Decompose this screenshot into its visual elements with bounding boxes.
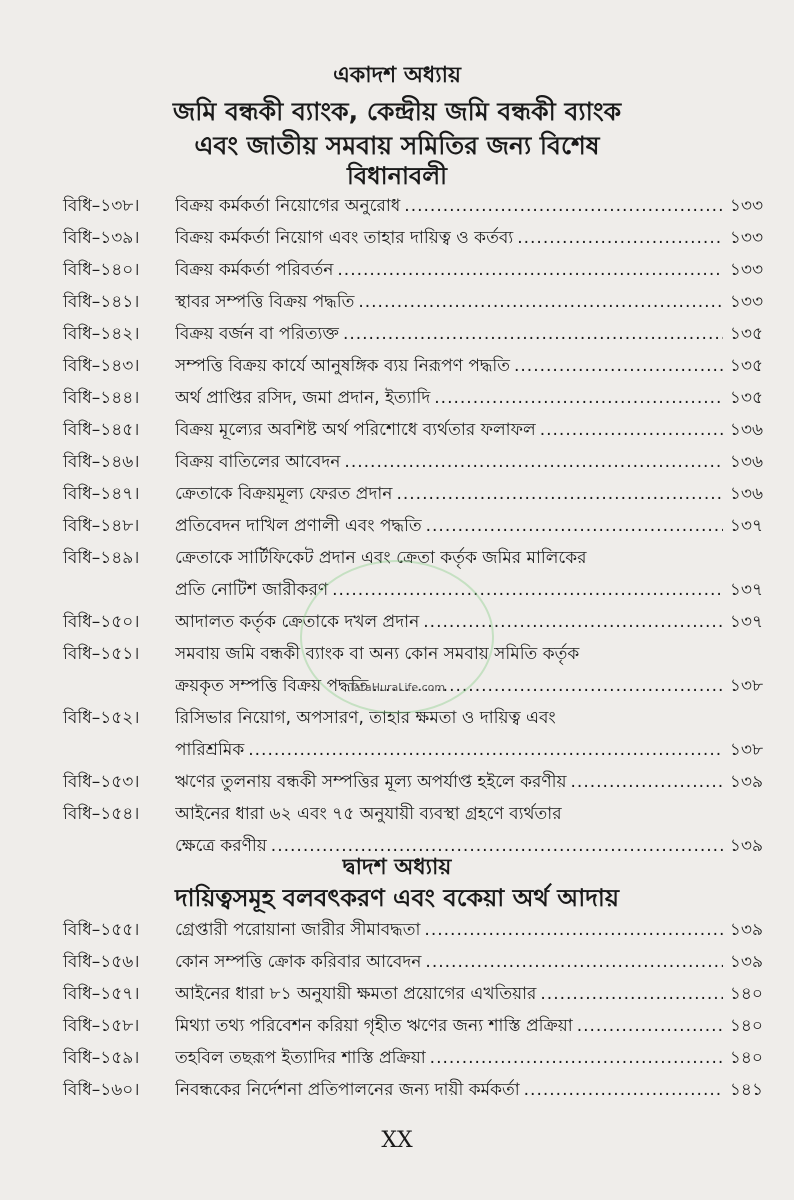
entry-title: বিক্রয় বর্জন বা পরিত্যক্ত xyxy=(175,324,339,344)
page-ref: ১৩৫ xyxy=(729,356,763,376)
dot-leader xyxy=(425,946,723,978)
entry-title: ক্রেতাকে সার্টিফিকেট প্রদান এবং ক্রেতা কর্তৃক জমির মালিকের xyxy=(175,548,587,568)
page-ref: ১৪০ xyxy=(729,1048,763,1068)
toc-entry xyxy=(63,510,763,542)
dot-leader xyxy=(332,574,723,606)
page-ref: ১৩৯ xyxy=(729,952,763,972)
chapter-12-toc xyxy=(63,914,763,1106)
page-ref xyxy=(727,702,763,734)
rule-number: বিধি–১৩৮। xyxy=(63,196,140,216)
toc-entry xyxy=(63,766,763,798)
page-ref: ১৩৯ xyxy=(729,772,763,792)
page-ref: ১৩৬ xyxy=(729,484,763,504)
dot-leader xyxy=(517,222,723,254)
dot-leader xyxy=(372,670,723,702)
rule-number: বিধি–১৪৬। xyxy=(63,452,140,472)
entry-title: ক্ষেত্রে করণীয় xyxy=(175,836,267,856)
rule-number: বিধি–১৫৮। xyxy=(63,1016,140,1036)
toc-entry xyxy=(63,1042,763,1074)
rule-number: বিধি–১৫২। xyxy=(63,708,140,728)
page-ref: ১৩৬ xyxy=(729,420,763,440)
rule-number xyxy=(63,574,175,606)
entry-title: পারিশ্রমিক xyxy=(175,740,245,760)
entry-title: নিবন্ধকের নির্দেশনা প্রতিপালনের জন্য দায়ী কর্মকর্তা xyxy=(175,1080,520,1100)
rule-number: বিধি–১৩৯। xyxy=(63,228,140,248)
rule-number xyxy=(63,734,175,766)
dot-leader xyxy=(540,978,723,1010)
rule-number: বিধি–১৪৯। xyxy=(63,548,140,568)
entry-title: রিসিভার নিয়োগ, অপসারণ, তাহার ক্ষমতা ও দায়িত্ব এবং xyxy=(175,708,556,728)
page-ref: ১৩৯ xyxy=(729,836,763,856)
toc-entry xyxy=(63,350,763,382)
page-ref xyxy=(727,798,763,830)
page-ref: ১৩৩ xyxy=(729,228,763,248)
page-ref: ১৩৭ xyxy=(729,516,763,536)
entry-title: সম্পত্তি বিক্রয় কার্যে আনুষঙ্গিক ব্যয় নিরূপণ পদ্ধতি xyxy=(175,356,510,376)
toc-entry xyxy=(63,414,763,446)
rule-number: বিধি–১৫৪। xyxy=(63,804,140,824)
rule-number xyxy=(63,670,175,702)
chapter-12-heading: দ্বাদশ অধ্যায় xyxy=(342,855,452,880)
chapter-11-heading: একাদশ অধ্যায় xyxy=(333,63,461,88)
entry-title: বিক্রয় কর্মকর্তা পরিবর্তন xyxy=(175,260,334,280)
entry-title: স্থাবর সম্পত্তি বিক্রয় পদ্ধতি xyxy=(175,292,355,312)
entry-title: বিক্রয় কর্মকর্তা নিয়োগ এবং তাহার দায়িত্ব ও কর্তব্য xyxy=(175,228,514,248)
toc-entry xyxy=(63,1074,763,1106)
dot-leader xyxy=(358,286,723,318)
rule-number: বিধি–১৫৩। xyxy=(63,772,140,792)
page-ref: ১৩৮ xyxy=(729,740,763,760)
dot-leader xyxy=(514,350,723,382)
rule-number: বিধি–১৫৬। xyxy=(63,952,140,972)
rule-number: বিধি–১৫০। xyxy=(63,612,140,632)
page-ref: ১৩৬ xyxy=(729,452,763,472)
rule-number: বিধি–১৫১। xyxy=(63,644,140,664)
toc-entry xyxy=(63,606,763,638)
rule-number: বিধি–১৪৮। xyxy=(63,516,140,536)
rule-number: বিধি–১৪২। xyxy=(63,324,140,344)
toc-entry xyxy=(63,914,763,946)
entry-title: অর্থ প্রাপ্তির রসিদ, জমা প্রদান, ইত্যাদি xyxy=(175,388,431,408)
toc-entry xyxy=(63,574,763,606)
toc-entry xyxy=(63,382,763,414)
toc-entry xyxy=(63,542,763,574)
watermark-text: TaraHuraLife.com xyxy=(348,681,446,694)
page-ref: ১৪০ xyxy=(729,984,763,1004)
entry-title: তহবিল তছরূপ ইত্যাদির শাস্তি প্রক্রিয়া xyxy=(175,1048,426,1068)
dot-leader xyxy=(423,606,723,638)
entry-title: ক্রয়কৃত সম্পত্তি বিক্রয় পদ্ধতি xyxy=(175,676,369,696)
entry-title: বিক্রয় মূল্যের অবশিষ্ট অর্থ পরিশোধে ব্যর্থতার ফলাফল xyxy=(175,420,536,440)
entry-title: বিক্রয় বাতিলের আবেদন xyxy=(175,452,341,472)
toc-entry xyxy=(63,222,763,254)
dot-leader xyxy=(344,446,723,478)
page-ref xyxy=(727,638,763,670)
entry-title: মিথ্যা তথ্য পরিবেশন করিয়া গৃহীত ঋণের জন্য শাস্তি প্রক্রিয়া xyxy=(175,1016,573,1036)
toc-entry xyxy=(63,478,763,510)
chapter-11-title-line-2: এবং জাতীয় সমবায় সমিতির জন্য বিশেষ xyxy=(194,131,600,160)
dot-leader xyxy=(424,914,723,946)
entry-title: ক্রেতাকে বিক্রয়মূল্য ফেরত প্রদান xyxy=(175,484,393,504)
toc-entry xyxy=(63,318,763,350)
rule-number: বিধি–১৪৪। xyxy=(63,388,140,408)
rule-number: বিধি–১৫৯। xyxy=(63,1048,140,1068)
page-ref: ১৩৫ xyxy=(729,324,763,344)
page-ref: ১৩৮ xyxy=(729,676,763,696)
toc-entry xyxy=(63,638,763,670)
page-ref: ১৩৭ xyxy=(729,580,763,600)
dot-leader xyxy=(571,766,723,798)
page-ref: ১৩৭ xyxy=(729,612,763,632)
dot-leader xyxy=(343,318,723,350)
rule-number: বিধি–১৪৫। xyxy=(63,420,140,440)
entry-title: প্রতিবেদন দাখিল প্রণালী এবং পদ্ধতি xyxy=(175,516,422,536)
entry-title: গ্রেপ্তারী পরোয়ানা জারীর সীমাবদ্ধতা xyxy=(175,920,421,940)
entry-title: প্রতি নোটিশ জারীকরণ xyxy=(175,580,329,600)
entry-title: সমবায় জমি বন্ধকী ব্যাংক বা অন্য কোন সমবায় সমিতি কর্তৃক xyxy=(175,644,580,664)
chapter-12-title: দায়িত্বসমূহ বলবৎকরণ এবং বকেয়া অর্থ আদায় xyxy=(174,884,619,912)
toc-entry xyxy=(63,190,763,222)
page-ref: ১৩৯ xyxy=(729,920,763,940)
toc-entry xyxy=(63,702,763,734)
page-ref xyxy=(727,542,763,574)
rule-number: বিধি–১৫৭। xyxy=(63,984,140,1004)
rule-number: বিধি–১৪৭। xyxy=(63,484,140,504)
dot-leader xyxy=(434,382,723,414)
page-ref: ১৩৩ xyxy=(729,292,763,312)
page-ref: ১৪০ xyxy=(729,1016,763,1036)
page-ref: ১৩৩ xyxy=(729,196,763,216)
entry-title: কোন সম্পত্তি ক্রোক করিবার আবেদন xyxy=(175,952,422,972)
dot-leader xyxy=(337,254,723,286)
toc-entry xyxy=(63,734,763,766)
toc-entry xyxy=(63,446,763,478)
dot-leader xyxy=(396,478,723,510)
toc-entry xyxy=(63,670,763,702)
entry-title: ঋণের তুলনায় বন্ধকী সম্পত্তির মূল্য অপর্যাপ্ত হইলে করণীয় xyxy=(175,772,567,792)
entry-title: আইনের ধারা ৮১ অনুযায়ী ক্ষমতা প্রয়োগের এখতিয়ার xyxy=(175,984,537,1004)
rule-number: বিধি–১৫৫। xyxy=(63,920,140,940)
dot-leader xyxy=(248,734,723,766)
entry-title: আদালত কর্তৃক ক্রেতাকে দখল প্রদান xyxy=(175,612,420,632)
dot-leader xyxy=(404,190,723,222)
rule-number: বিধি–১৪০। xyxy=(63,260,140,280)
toc-entry xyxy=(63,798,763,830)
page-ref: ১৪১ xyxy=(729,1080,763,1100)
entry-title: বিক্রয় কর্মকর্তা নিয়োগের অনুরোধ xyxy=(175,196,401,216)
toc-entry xyxy=(63,1010,763,1042)
rule-number: বিধি–১৪৩। xyxy=(63,356,140,376)
dot-leader xyxy=(577,1010,723,1042)
toc-entry xyxy=(63,254,763,286)
page-ref: ১৩৩ xyxy=(729,260,763,280)
dot-leader xyxy=(430,1042,723,1074)
dot-leader xyxy=(540,414,723,446)
chapter-11-title-line-1: জমি বন্ধকী ব্যাংক, কেন্দ্রীয় জমি বন্ধকী ব্যাংক xyxy=(172,97,622,126)
entry-title: আইনের ধারা ৬২ এবং ৭৫ অনুযায়ী ব্যবস্থা গ্রহণে ব্যর্থতার xyxy=(175,804,562,824)
toc-entry xyxy=(63,946,763,978)
rule-number: বিধি–১৪১। xyxy=(63,292,140,312)
rule-number: বিধি–১৬০। xyxy=(63,1080,140,1100)
page-number: XX xyxy=(381,1128,413,1153)
dot-leader xyxy=(426,510,723,542)
toc-entry xyxy=(63,286,763,318)
chapter-11-title-line-3: বিধানাবলী xyxy=(346,162,448,190)
dot-leader xyxy=(524,1074,723,1106)
page-ref: ১৩৫ xyxy=(729,388,763,408)
toc-entry xyxy=(63,978,763,1010)
chapter-11-toc xyxy=(63,190,763,862)
